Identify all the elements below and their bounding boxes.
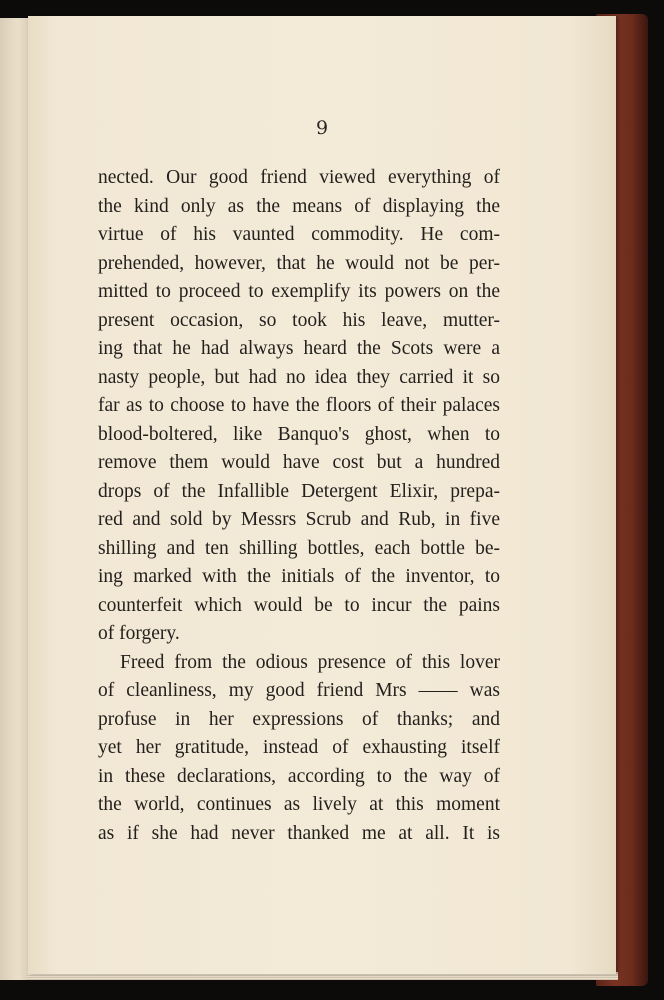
text-line: blood-boltered, like Banquo's ghost, when to [98, 423, 500, 445]
text-line: Freed from the odious presence of this lover [120, 651, 500, 673]
text-line: virtue of his vaunted commodity. He com- [98, 224, 500, 245]
facing-page-edge [0, 18, 31, 980]
book-page [28, 16, 616, 974]
text-line: present occasion, so took his leave, mutter- [98, 309, 500, 331]
text-line: nected. Our good friend viewed everything of [98, 167, 500, 188]
text-line: of cleanliness, my good friend Mrs —— was [98, 680, 500, 701]
text-line: counterfeit which would be to incur the pains [98, 594, 500, 616]
text-line: remove them would have cost but a hundred [98, 452, 500, 473]
text-line: ing that he had always heard the Scots were a [98, 338, 500, 359]
text-line: yet her gratitude, instead of exhausting itself [98, 737, 500, 758]
page-body-text [98, 164, 500, 848]
text-line: red and sold by Messrs Scrub and Rub, in five [98, 509, 500, 530]
text-line: ing marked with the initials of the inventor, to [98, 566, 500, 587]
text-line: mitted to proceed to exemplify its powers on the [98, 281, 500, 302]
text-line: drops of the Infallible Detergent Elixir, prepa- [98, 480, 500, 502]
text-line: nasty people, but had no idea they carried it so [98, 366, 500, 388]
text-line: prehended, however, that he would not be per- [98, 252, 500, 274]
text-line: the world, continues as lively at this moment [98, 794, 500, 815]
text-line: profuse in her expressions of thanks; and [98, 708, 500, 730]
page-number: 9 [315, 117, 329, 139]
text-line: as if she had never thanked me at all. It is [98, 822, 500, 844]
text-line: shilling and ten shilling bottles, each bottle be- [98, 537, 500, 559]
text-line: in these declarations, according to the way of [98, 765, 500, 787]
text-line: the kind only as the means of displaying the [98, 195, 500, 217]
text-line: of forgery. [98, 623, 180, 644]
text-line: far as to choose to have the floors of their palaces [98, 395, 500, 416]
